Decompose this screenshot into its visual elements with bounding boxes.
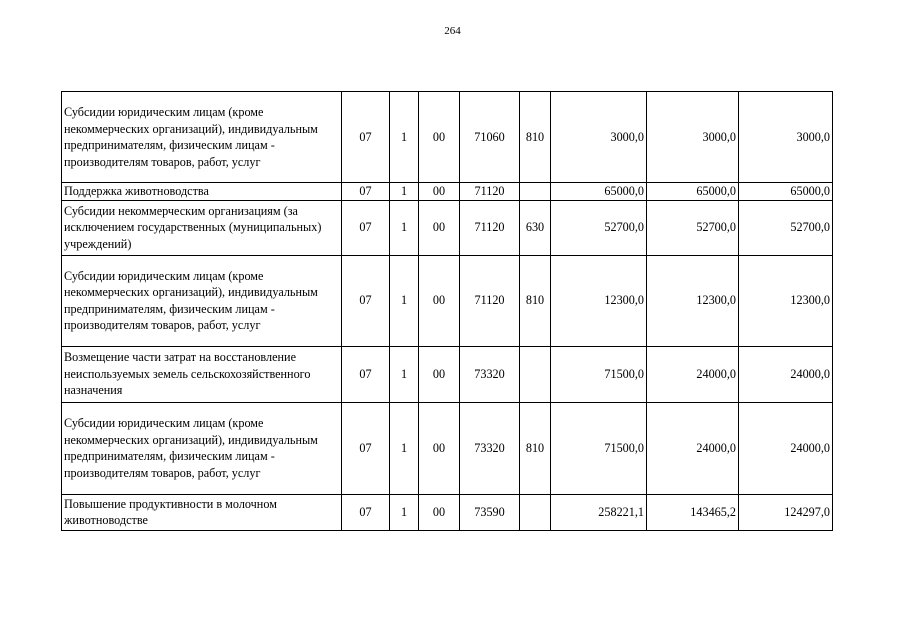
row-name: Субсидии некоммерческим организациям (за исключением государственных (муниципальных) учреждений) (62, 200, 342, 255)
subprogram-code: 00 (419, 402, 460, 494)
amount-year-3: 3000,0 (739, 92, 833, 183)
program-code: 1 (390, 200, 419, 255)
amount-year-1: 65000,0 (551, 183, 647, 201)
target-code: 73590 (460, 494, 520, 530)
amount-year-1: 71500,0 (551, 346, 647, 402)
amount-year-1: 52700,0 (551, 200, 647, 255)
row-name: Субсидии юридическим лицам (кроме некоммерческих организаций), индивидуальным предпринимателям, физическим лицам - производителям товаров, работ, услуг (62, 255, 342, 346)
amount-year-3: 65000,0 (739, 183, 833, 201)
table-row (62, 92, 833, 183)
target-code: 71120 (460, 255, 520, 346)
expense-type-code: 810 (520, 92, 551, 183)
amount-year-2: 3000,0 (647, 92, 739, 183)
expense-type-code: 630 (520, 200, 551, 255)
program-code: 1 (390, 402, 419, 494)
table-row (62, 200, 833, 255)
section-code: 07 (342, 183, 390, 201)
amount-year-2: 24000,0 (647, 402, 739, 494)
expense-type-code: 810 (520, 255, 551, 346)
row-name: Возмещение части затрат на восстановление неиспользуемых земель сельскохозяйственного назначения (62, 346, 342, 402)
expense-type-code: 810 (520, 402, 551, 494)
target-code: 73320 (460, 402, 520, 494)
section-code: 07 (342, 255, 390, 346)
subprogram-code: 00 (419, 255, 460, 346)
amount-year-3: 24000,0 (739, 346, 833, 402)
table-row (62, 183, 833, 201)
amount-year-2: 12300,0 (647, 255, 739, 346)
page-number: 264 (444, 25, 461, 37)
table-row (62, 255, 833, 346)
subprogram-code: 00 (419, 346, 460, 402)
subprogram-code: 00 (419, 200, 460, 255)
amount-year-3: 52700,0 (739, 200, 833, 255)
subprogram-code: 00 (419, 494, 460, 530)
budget-table (61, 91, 833, 531)
program-code: 1 (390, 92, 419, 183)
subprogram-code: 00 (419, 183, 460, 201)
table-row (62, 402, 833, 494)
amount-year-3: 124297,0 (739, 494, 833, 530)
amount-year-1: 71500,0 (551, 402, 647, 494)
program-code: 1 (390, 494, 419, 530)
section-code: 07 (342, 200, 390, 255)
amount-year-2: 65000,0 (647, 183, 739, 201)
amount-year-2: 24000,0 (647, 346, 739, 402)
amount-year-2: 143465,2 (647, 494, 739, 530)
expense-type-code (520, 346, 551, 402)
program-code: 1 (390, 346, 419, 402)
expense-type-code (520, 183, 551, 201)
expense-type-code (520, 494, 551, 530)
amount-year-2: 52700,0 (647, 200, 739, 255)
section-code: 07 (342, 346, 390, 402)
amount-year-1: 3000,0 (551, 92, 647, 183)
amount-year-3: 12300,0 (739, 255, 833, 346)
section-code: 07 (342, 402, 390, 494)
target-code: 73320 (460, 346, 520, 402)
target-code: 71060 (460, 92, 520, 183)
row-name: Субсидии юридическим лицам (кроме некоммерческих организаций), индивидуальным предпринимателям, физическим лицам - производителям товаров, работ, услуг (62, 92, 342, 183)
row-name: Поддержка животноводства (62, 183, 342, 201)
program-code: 1 (390, 255, 419, 346)
row-name: Повышение продуктивности в молочном животноводстве (62, 494, 342, 530)
amount-year-1: 258221,1 (551, 494, 647, 530)
target-code: 71120 (460, 183, 520, 201)
table-row (62, 494, 833, 530)
table-row (62, 346, 833, 402)
amount-year-1: 12300,0 (551, 255, 647, 346)
amount-year-3: 24000,0 (739, 402, 833, 494)
row-name: Субсидии юридическим лицам (кроме некоммерческих организаций), индивидуальным предпринимателям, физическим лицам - производителям товаров, работ, услуг (62, 402, 342, 494)
program-code: 1 (390, 183, 419, 201)
section-code: 07 (342, 494, 390, 530)
target-code: 71120 (460, 200, 520, 255)
section-code: 07 (342, 92, 390, 183)
subprogram-code: 00 (419, 92, 460, 183)
